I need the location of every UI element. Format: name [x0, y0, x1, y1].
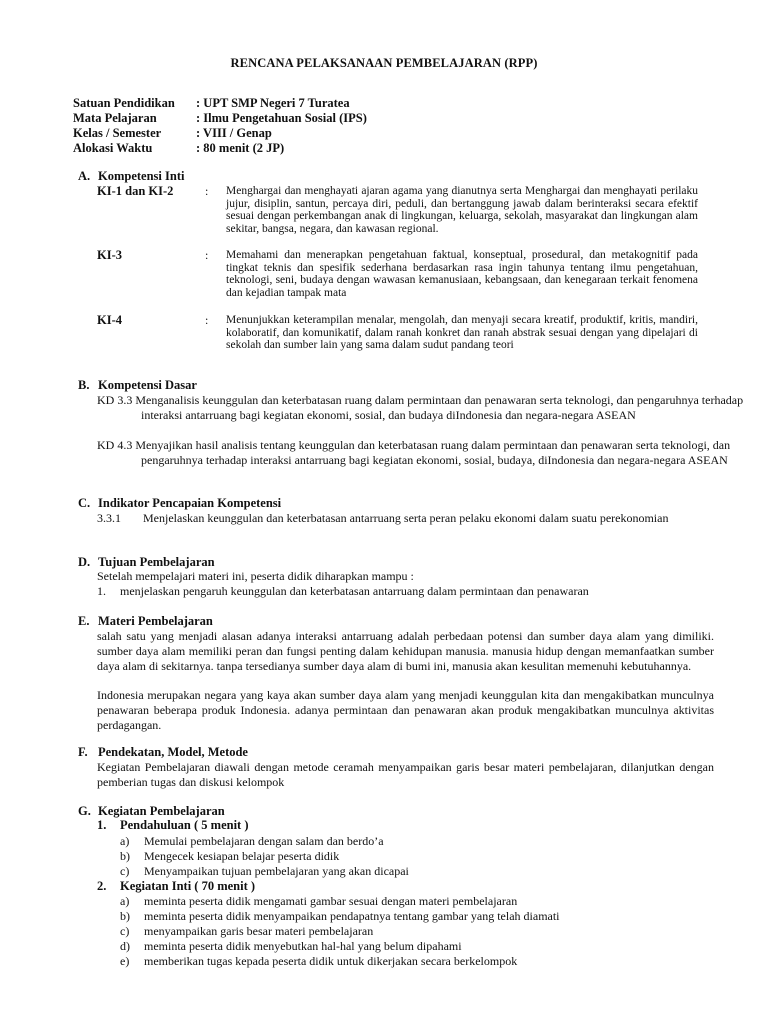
- identity-value: : VIII / Genap: [196, 126, 272, 140]
- section-f-heading: [78, 744, 248, 760]
- list-item-letter: b): [120, 849, 130, 863]
- list-item: meminta peserta didik menyampaikan pendapatnya tentang gambar yang telah diamati: [144, 909, 560, 923]
- identity-value: : 80 menit (2 JP): [196, 141, 285, 155]
- ki-text: Memahami dan menerapkan pengetahuan faktual, konseptual, prosedural, dan metakognitif pada tingkat teknis dan spesifik sederhana berdasarkan rasa ingin tahunya tentang ilmu pengetahuan, teknologi, seni, budaya dengan wawasan kemanusiaan, kebangsaan, dan kenegaraan terkait fenomena dan kejadian tampak mata: [226, 249, 698, 299]
- kd-3-3: KD 3.3 Menganalisis keunggulan dan keterbatasan ruang dalam permintaan dan penawaran serta teknologi, dan pengaruhnya terhadap interaksi antarruang bagi kegiatan ekonomi, sosial, dan budaya diIndonesia dan negara-negara ASEAN: [97, 393, 744, 422]
- section-letter: G.: [78, 804, 91, 818]
- identity-label: Mata Pelajaran: [73, 111, 157, 125]
- ki-text: Menunjukkan keterampilan menalar, mengolah, dan menyaji secara kreatif, produktif, kritis, mandiri, kolaboratif, dan komunikatif, dalam ranah konkret dan ranah abstrak sesuai dengan yang dipelajari di sekolah dan sumber lain yang sama dalam sudut pandang teori: [226, 314, 698, 352]
- list-item-letter: d): [120, 939, 130, 953]
- list-item-letter: c): [120, 924, 130, 938]
- ki-label: KI-3: [97, 248, 122, 262]
- document-title: RENCANA PELAKSANAAN PEMBELAJARAN (RPP): [230, 56, 538, 70]
- activity-sub-title: Pendahuluan ( 5 menit ): [120, 818, 249, 832]
- list-item: memberikan tugas kepada peserta didik untuk dikerjakan secara berkelompok: [144, 954, 518, 968]
- section-d-heading: [78, 554, 215, 570]
- section-title: Kompetensi Dasar: [98, 378, 197, 392]
- ki-text: Menghargai dan menghayati ajaran agama yang dianutnya serta Menghargai dan menghayati perilaku jujur, disiplin, santun, percaya diri, peduli, dan bertanggung jawab dalam berinteraksi secara efektif sesuai dengan perkembangan anak di lingkungan, keluarga, sekolah, masyarakat dan lingkungan alam sekitar, bangsa, negara, dan kawasan regional.: [226, 185, 698, 235]
- section-e-heading: [78, 613, 213, 629]
- list-item-letter: a): [120, 834, 130, 848]
- kd-4-3: KD 4.3 Menyajikan hasil analisis tentang keunggulan dan keterbatasan ruang dalam permintaan dan penawaran serta teknologi, dan pengaruhnya terhadap interaksi antarruang bagi kegiatan ekonomi, sosial, budaya, diIndonesia dan negara-negara ASEAN: [97, 438, 731, 467]
- list-item-letter: e): [120, 954, 130, 968]
- section-letter: C.: [78, 496, 91, 510]
- ki-colon: :: [205, 313, 209, 327]
- material-paragraph-1: salah satu yang menjadi alasan adanya interaksi antarruang adalah perbedaan potensi dan sumber daya alam yang dimiliki. sumber daya alam memiliki peran dan fungsi penting dalam kehidupan manusia. manusia hidup dengan memanfaatkan sumber daya alam di sekitarnya. tanpa tersedianya sumber daya alam di bumi ini, manusia akan kesulitan memenuhi kebutuhannya.: [97, 629, 714, 673]
- list-item: menyampaikan garis besar materi pembelajaran: [144, 924, 374, 938]
- list-item: meminta peserta didik mengamati gambar sesuai dengan materi pembelajaran: [144, 894, 518, 908]
- indicator-number: 3.3.1: [97, 511, 121, 525]
- list-item-letter: b): [120, 909, 130, 923]
- list-item-letter: a): [120, 894, 130, 908]
- section-title: Pendekatan, Model, Metode: [98, 745, 248, 759]
- ki-label: KI-4: [97, 313, 122, 327]
- section-title: Tujuan Pembelajaran: [98, 555, 215, 569]
- section-letter: D.: [78, 555, 91, 569]
- activity-sub-title: Kegiatan Inti ( 70 menit ): [120, 879, 256, 893]
- section-a-heading: [78, 168, 184, 184]
- material-paragraph-2: Indonesia merupakan negara yang kaya akan sumber daya alam yang menjadi keunggulan kita dan mengakibatkan munculnya penawaran beberapa produk Indonesia. adanya permintaan dan penawaran akan produk mengakibatkan munculnya aktivitas perdagangan.: [97, 688, 714, 732]
- identity-value: : UPT SMP Negeri 7 Turatea: [196, 96, 350, 110]
- section-letter: A.: [78, 169, 91, 183]
- identity-label: Kelas / Semester: [73, 126, 162, 140]
- ki-colon: :: [205, 184, 209, 198]
- ki-label: KI-1 dan KI-2: [97, 184, 174, 198]
- ki-colon: :: [205, 248, 209, 262]
- indicator-text: Menjelaskan keunggulan dan keterbatasan antarruang serta peran pelaku ekonomi dalam suatu perekonomian: [143, 511, 669, 525]
- section-title: Kompetensi Inti: [98, 169, 185, 183]
- section-b-heading: [78, 377, 197, 393]
- section-title: Indikator Pencapaian Kompetensi: [98, 496, 282, 510]
- approach-text: Kegiatan Pembelajaran diawali dengan metode ceramah menyampaikan garis besar materi pembelajaran, dilanjutkan dengan pemberian tugas dan diskusi kelompok: [97, 760, 714, 789]
- section-letter: F.: [78, 745, 88, 759]
- list-item: meminta peserta didik menyebutkan hal-hal yang belum dipahami: [144, 939, 462, 953]
- list-item: Memulai pembelajaran dengan salam dan berdo’a: [144, 834, 384, 848]
- identity-label: Alokasi Waktu: [73, 141, 153, 155]
- section-title: Kegiatan Pembelajaran: [98, 804, 225, 818]
- section-title: Materi Pembelajaran: [98, 614, 213, 628]
- objective-number: 1.: [97, 584, 106, 598]
- section-letter: E.: [78, 614, 90, 628]
- list-item-letter: c): [120, 864, 130, 878]
- activity-sub-number: 1.: [97, 818, 107, 832]
- section-letter: B.: [78, 378, 90, 392]
- list-item: Mengecek kesiapan belajar peserta didik: [144, 849, 340, 863]
- objective-intro: Setelah mempelajari materi ini, peserta didik diharapkan mampu :: [97, 569, 414, 583]
- section-g-heading: [78, 803, 225, 819]
- section-c-heading: [78, 495, 281, 511]
- identity-value: : Ilmu Pengetahuan Sosial (IPS): [196, 111, 367, 125]
- identity-label: Satuan Pendidikan: [73, 96, 175, 110]
- list-item: Menyampaikan tujuan pembelajaran yang akan dicapai: [144, 864, 409, 878]
- objective-item: menjelaskan pengaruh keunggulan dan keterbatasan antarruang dalam permintaan dan penawaran: [120, 584, 589, 598]
- activity-sub-number: 2.: [97, 879, 107, 893]
